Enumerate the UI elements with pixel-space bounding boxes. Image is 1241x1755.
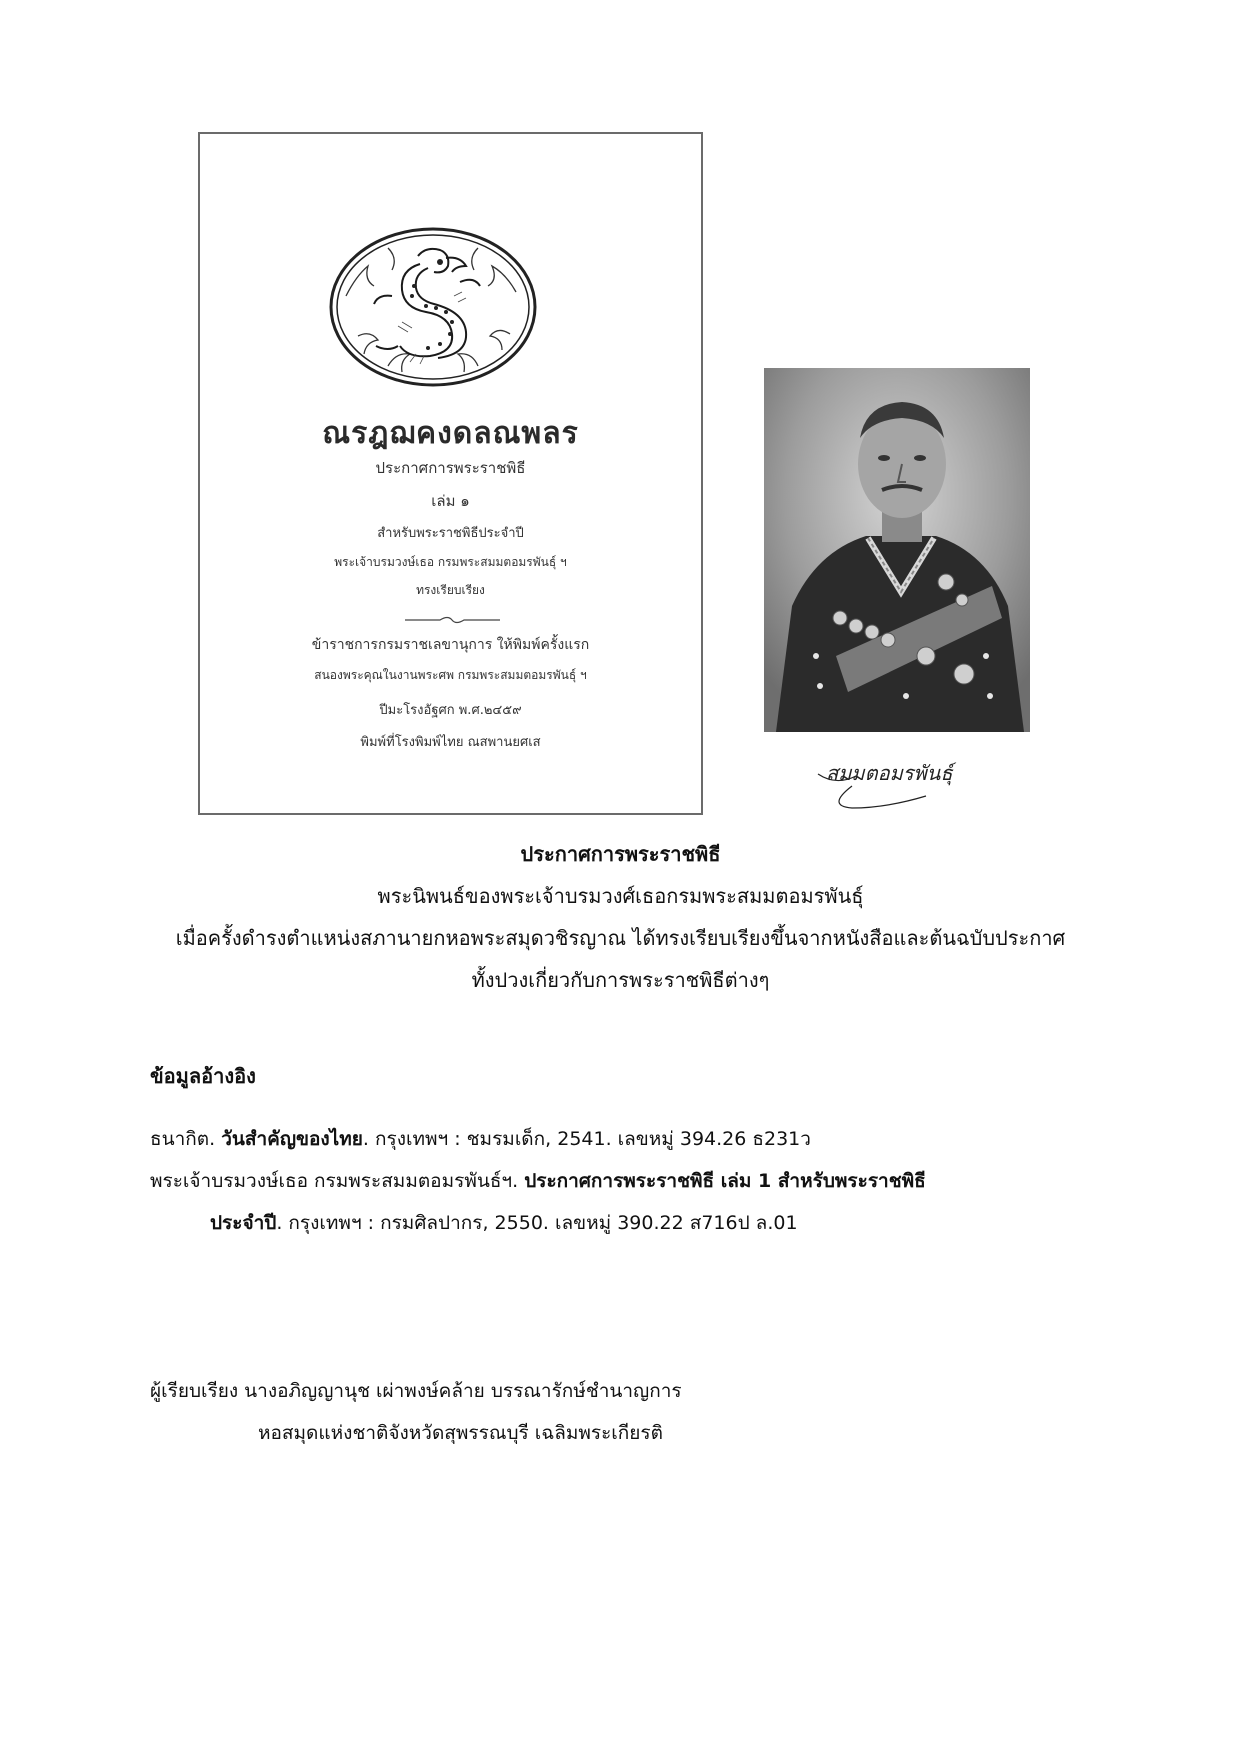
reference-details: . กรุงเทพฯ : ชมรมเด็ก, 2541. เลขหมู่ 394.26 ธ231ว — [362, 1128, 811, 1150]
signature-text: สมมตอมรพันธุ์ — [826, 761, 953, 785]
cover-title: ณรฎฌคงดลณพลร — [322, 416, 579, 451]
reference-entry-continued — [210, 1208, 798, 1238]
ornament-divider-icon — [400, 615, 505, 625]
reference-entry — [150, 1124, 811, 1154]
book-cover-image — [198, 132, 703, 815]
caption-title: ประกาศการพระราชพิธี — [520, 842, 721, 866]
reference-entry — [150, 1166, 926, 1196]
references-heading: ข้อมูลอ้างอิง — [150, 1064, 256, 1088]
reference-title: ประกาศการพระราชพิธี เล่ม 1 สำหรับพระราชพิธี — [524, 1170, 926, 1192]
cover-line: สนองพระคุณในงานพระศพ กรมพระสมมตอมรพันธุ์ ฯ — [314, 668, 587, 682]
reference-details: . กรุงเทพฯ : กรมศิลปากร, 2550. เลขหมู่ 390.22 ส716ป ล.01 — [276, 1212, 798, 1234]
reference-author: ธนากิต. — [150, 1128, 216, 1150]
cover-line: พระเจ้าบรมวงษ์เธอ กรมพระสมมตอมรพันธุ์ ฯ — [334, 555, 567, 569]
compiler-affiliation: หอสมุดแห่งชาติจังหวัดสุพรรณบุรี เฉลิมพระเกียรติ — [258, 1422, 663, 1444]
cover-line: พิมพ์ที่โรงพิมพ์ไทย ณสพานยศเส — [360, 735, 541, 750]
portrait-photo — [756, 356, 1046, 811]
cover-line: เล่ม ๑ — [431, 492, 470, 510]
cover-line: ประกาศการพระราชพิธี — [375, 459, 526, 477]
reference-title: วันสำคัญของไทย — [221, 1128, 363, 1150]
cover-line: ข้าราชการกรมราชเลขานุการ ให้พิมพ์ครั้งแรก — [311, 637, 590, 653]
compiler-credit: ผู้เรียบเรียง นางอภิญญานุช เผ่าพงษ์คล้าย บรรณารักษ์ชำนาญการ — [150, 1380, 682, 1402]
cover-line: ปีมะโรงอัฐศก พ.ศ.๒๔๕๙ — [379, 703, 522, 718]
dragon-seal-emblem — [328, 226, 538, 388]
reference-author: พระเจ้าบรมวงษ์เธอ กรมพระสมมตอมรพันธ์ฯ. — [150, 1170, 519, 1192]
cover-line: สำหรับพระราชพิธีประจำปี — [377, 526, 524, 541]
caption-line: เมื่อครั้งดำรงตำแหน่งสภานายกหอพระสมุดวชิรญาณ ได้ทรงเรียบเรียงขึ้นจากหนังสือและต้นฉบับประกาศ — [175, 926, 1066, 950]
caption-line: พระนิพนธ์ของพระเจ้าบรมวงศ์เธอกรมพระสมมตอมรพันธุ์ — [377, 884, 864, 908]
caption-line: ทั้งปวงเกี่ยวกับการพระราชพิธีต่างๆ — [471, 968, 770, 992]
cover-line: ทรงเรียบเรียง — [416, 583, 485, 597]
reference-title: ประจำปี — [210, 1212, 277, 1234]
